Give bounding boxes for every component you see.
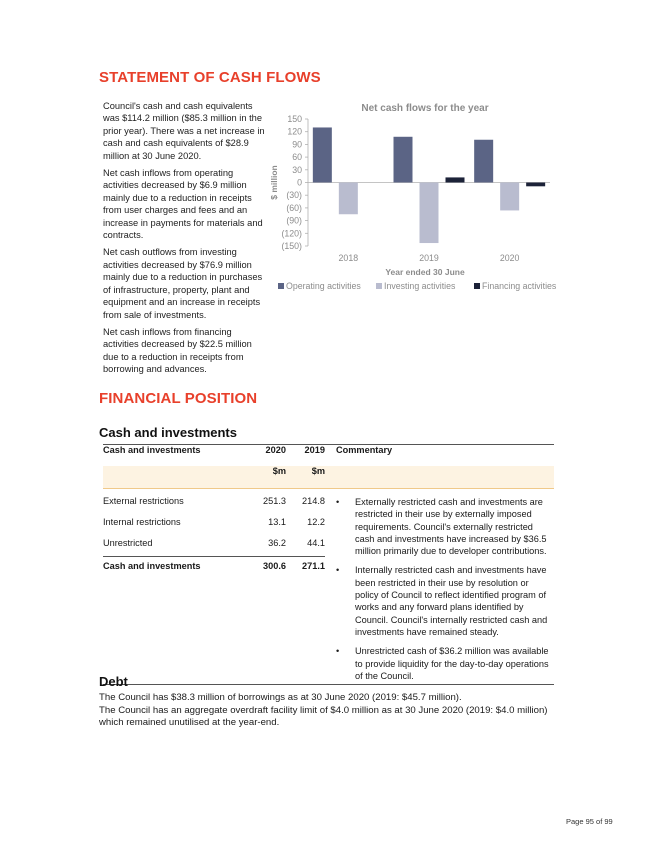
commentary-item: • Unrestricted cash of $36.2 million was available to provide liquidity for the day-to-day operations of the Council. xyxy=(336,645,554,682)
cash-flows-text xyxy=(103,100,268,381)
debt-text xyxy=(99,692,561,730)
table-row xyxy=(103,488,554,684)
y-tick-label: 30 xyxy=(292,164,302,175)
bar xyxy=(313,127,332,182)
cash-investments-table-wrap xyxy=(103,444,554,685)
cash-investments-table xyxy=(103,445,554,684)
y-tick-label: (30) xyxy=(286,190,302,201)
bar xyxy=(500,183,519,211)
table-total-value: 300.6 xyxy=(248,556,286,571)
cash-flows-paragraph: Net cash outflows from investing activities decreased by $76.9 million mainly due to a reduction in purchases of infrastructure, property, plant and equipment and an increase in receipts from sale of investments. xyxy=(103,247,263,320)
table-cell-value: 251.3 xyxy=(263,496,286,506)
cash-flows-paragraph: Net cash inflows from operating activities decreased by $6.9 million mainly due to a reduction in receipts from user charges and fees and an increase in payments for materials and contracts. xyxy=(103,168,263,241)
debt-line: The Council has $38.3 million of borrowings as at 30 June 2020 (2019: $45.7 million). xyxy=(99,692,462,703)
y-axis-label: $ million xyxy=(269,165,279,200)
x-tick-label: 2019 xyxy=(419,253,439,263)
commentary-item: • Externally restricted cash and investments are restricted in their use by externally imposed requirements. Council's externally restricted cash and investments have increased by $36.5 million primarily due to developer contributions. xyxy=(336,496,554,557)
bar xyxy=(420,183,439,244)
x-axis-label: Year ended 30 June xyxy=(385,267,465,277)
cash-flows-paragraph: Net cash inflows from financing activities decreased by $22.5 million due to a reduction in receipts from borrowing and advances. xyxy=(103,326,252,375)
table-total-label: Cash and investments xyxy=(103,556,248,571)
commentary-list xyxy=(325,496,554,682)
table-header-cell: Commentary xyxy=(336,445,393,455)
cash-investments-subheading: Cash and investments xyxy=(99,425,237,440)
legend-label: Financing activities xyxy=(482,281,557,291)
table-unit-cell: $m xyxy=(248,466,286,488)
table-unit-cell: $m xyxy=(286,466,325,488)
table-total-value: 271.1 xyxy=(286,556,325,571)
y-tick-label: 120 xyxy=(287,126,302,137)
y-tick-label: (120) xyxy=(281,228,302,239)
legend-label: Investing activities xyxy=(384,281,456,291)
legend-swatch xyxy=(474,283,480,289)
bar xyxy=(339,183,358,215)
page-number: Page 95 of 99 xyxy=(566,817,613,826)
table-units-row xyxy=(103,466,554,488)
table-cell-label: External restrictions xyxy=(103,496,184,506)
debt-heading: Debt xyxy=(99,674,128,689)
x-tick-label: 2020 xyxy=(499,253,520,263)
x-tick-label: 2018 xyxy=(338,253,359,263)
y-tick-label: 90 xyxy=(292,139,302,150)
y-tick-label: (90) xyxy=(286,215,302,226)
table-cell-value: 214.8 xyxy=(302,496,325,506)
cash-flows-heading: STATEMENT OF CASH FLOWS xyxy=(99,69,321,86)
table-header-row xyxy=(103,445,554,466)
table-header-cell: 2019 xyxy=(304,445,325,455)
y-tick-label: (60) xyxy=(286,202,302,213)
table-cell-value: 12.2 xyxy=(307,517,325,527)
table-cell-label: Unrestricted xyxy=(103,538,153,548)
chart-title: Net cash flows for the year xyxy=(361,103,489,114)
legend-label: Operating activities xyxy=(286,281,361,291)
cash-flows-paragraph: Council's cash and cash equivalents was $114.2 million ($85.3 million in the prior year). There was a net increase in cash and cash equivalents of $28.9 million at 30 June 2020. xyxy=(103,101,265,161)
legend-swatch xyxy=(376,283,382,289)
y-tick-label: 0 xyxy=(297,177,302,188)
table-cell-value: 13.1 xyxy=(268,517,286,527)
table-cell-label: Internal restrictions xyxy=(103,517,181,527)
financial-position-heading: FINANCIAL POSITION xyxy=(99,390,258,407)
legend-swatch xyxy=(278,283,284,289)
y-tick-label: (150) xyxy=(281,241,302,251)
commentary-item: • Internally restricted cash and investments have been restricted in their use by resolution or policy of Council to reflect identified program of works and any forward plans identified by Council. Council's internally restricted cash and investments have remained steady. xyxy=(336,564,554,638)
table-cell-value: 44.1 xyxy=(307,538,325,548)
table-header-cell: Cash and investments xyxy=(103,445,201,455)
bar xyxy=(526,183,545,187)
bar xyxy=(394,137,413,183)
bar xyxy=(474,140,493,183)
y-tick-label: 150 xyxy=(287,114,302,124)
table-header-cell: 2020 xyxy=(265,445,286,455)
y-tick-label: 60 xyxy=(292,152,302,163)
net-cash-flows-chart xyxy=(268,98,558,298)
bar xyxy=(446,177,465,182)
debt-line: The Council has an aggregate overdraft facility limit of $4.0 million as at 30 June 2020 (2019: $4.0 million) which remained unutilised at the year-end. xyxy=(99,704,548,729)
table-cell-value: 36.2 xyxy=(268,538,286,548)
